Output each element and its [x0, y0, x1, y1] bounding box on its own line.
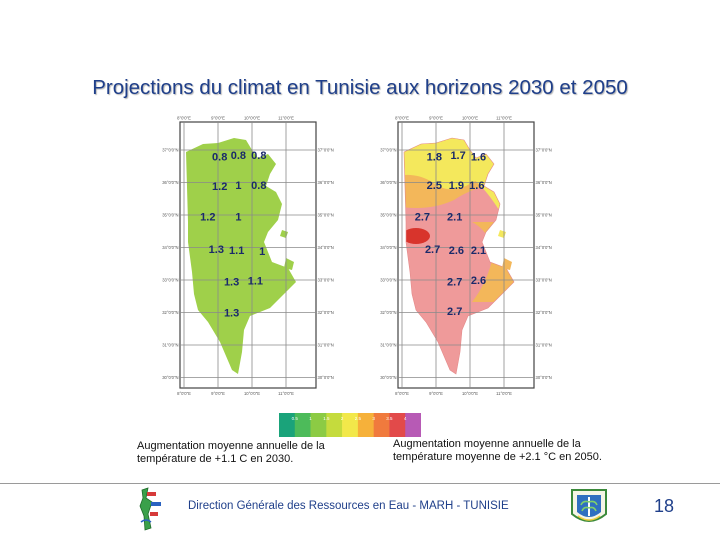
lat-label-left: 34°0'0"N [162, 245, 179, 250]
projection-value: 2.7 [414, 211, 431, 224]
projection-value: 1.3 [208, 244, 224, 257]
projection-value: 1.6 [470, 151, 487, 164]
lon-label-top: 10°0'0"E [243, 115, 261, 121]
lat-label-right: 35°0'0"N [317, 212, 334, 218]
lat-label-right: 31°0'0"N [317, 342, 334, 348]
lon-label-bottom: 9°0'0"E [211, 391, 225, 396]
lat-label-right: 34°0'0"N [317, 245, 334, 250]
lat-label-right: 37°0'0"N [535, 147, 552, 153]
lon-label-bottom: 11°0'0"E [496, 391, 512, 396]
projection-value: 0.8 [230, 149, 247, 162]
slide-title: Projections du climat en Tunisie aux horizons 2030 et 2050 [92, 76, 628, 99]
caption-2030: Augmentation moyenne annuelle de la température de +1.1 C en 2030. [137, 440, 325, 465]
lat-label-left: 37°0'0"N [162, 147, 179, 153]
lat-label-right: 34°0'0"N [535, 245, 552, 250]
lat-label-left: 33°0'0"N [162, 277, 179, 283]
lat-label-left: 33°0'0"N [380, 277, 397, 283]
projection-value: 2.1 [447, 211, 463, 224]
map-2050-svg [376, 112, 566, 402]
scale-tick-label: 2.5 [354, 416, 362, 421]
lat-label-right: 31°0'0"N [535, 342, 552, 348]
scale-swatch [405, 413, 421, 437]
footer-organization: Direction Générale des Ressources en Eau - MARH - TUNISIE [188, 500, 509, 512]
ministry-logo [132, 484, 168, 534]
map-2030-svg [158, 112, 348, 402]
projection-value: 1.8 [426, 151, 442, 164]
projection-value: 1.6 [469, 180, 485, 193]
scale-tick-label: 4 [403, 416, 407, 421]
scale-tick-label: 1 [309, 416, 312, 421]
projection-value: 1.2 [200, 211, 216, 224]
scale-tick-label: 0.5 [291, 416, 298, 421]
lat-label-left: 32°0'0"N [162, 310, 179, 315]
lon-label-bottom: 11°0'0"E [278, 391, 294, 396]
projection-value: 2.7 [424, 244, 441, 257]
projection-value: 2.7 [447, 305, 463, 318]
lon-label-top: 11°0'0"E [496, 115, 512, 121]
caption-2050: Augmentation moyenne annuelle de la température moyenne de +2.1 °C en 2050. [393, 438, 602, 463]
lat-label-left: 34°0'0"N [380, 245, 397, 250]
directorate-logo-icon [566, 486, 612, 528]
lat-label-right: 36°0'0"N [535, 180, 552, 185]
lon-label-bottom: 8°0'0"E [395, 391, 409, 396]
color-scale-legend [279, 413, 421, 437]
projection-value: 1.3 [223, 307, 240, 320]
lon-label-bottom: 9°0'0"E [429, 391, 443, 396]
lat-label-left: 31°0'0"N [162, 342, 179, 348]
lon-label-bottom: 10°0'0"E [243, 391, 261, 396]
scale-tick-label: 1.5 [323, 416, 330, 421]
lat-label-left: 37°0'0"N [380, 147, 397, 153]
projection-value: 0.8 [212, 151, 228, 164]
projection-value: 1 [235, 211, 242, 224]
map-2050 [376, 112, 566, 402]
lat-label-left: 30°0'0"N [162, 375, 179, 380]
lat-label-left: 30°0'0"N [380, 375, 397, 380]
map-2030 [158, 112, 348, 402]
lat-label-right: 33°0'0"N [535, 277, 552, 283]
projection-value: 2.6 [470, 275, 487, 287]
scale-tick-label: 3.5 [386, 416, 393, 421]
lon-label-bottom: 8°0'0"E [177, 391, 191, 396]
lon-label-top: 8°0'0"E [395, 115, 409, 121]
lat-label-right: 32°0'0"N [317, 310, 334, 315]
projection-value: 2.1 [470, 245, 487, 258]
projection-value: 1.1 [229, 244, 245, 257]
color-scale-svg [279, 413, 421, 437]
lat-label-right: 37°0'0"N [317, 147, 334, 153]
lat-label-right: 36°0'0"N [317, 180, 334, 185]
projection-value: 1 [259, 245, 266, 258]
projection-value: 2.6 [448, 245, 465, 258]
projection-value: 1 [235, 180, 242, 193]
lon-label-top: 9°0'0"E [211, 115, 225, 121]
projection-value: 1.1 [247, 275, 264, 288]
scale-tick-label: 3 [372, 416, 375, 421]
lat-label-right: 32°0'0"N [535, 310, 552, 315]
projection-value: 1.7 [450, 149, 466, 162]
projection-value: 1.9 [448, 180, 465, 193]
lat-label-right: 33°0'0"N [317, 277, 334, 283]
directorate-logo [566, 486, 612, 528]
lat-label-right: 30°0'0"N [535, 375, 552, 380]
lat-label-left: 32°0'0"N [380, 310, 397, 315]
projection-value: 2.5 [426, 180, 442, 193]
projection-value: 0.8 [251, 180, 267, 193]
lat-label-left: 31°0'0"N [380, 342, 397, 348]
lon-label-top: 11°0'0"E [278, 115, 294, 121]
scale-tick-label: 2 [340, 416, 344, 421]
lon-label-top: 9°0'0"E [429, 115, 443, 121]
page-number: 18 [654, 496, 675, 516]
lat-label-right: 30°0'0"N [317, 375, 334, 380]
projection-value: 1.2 [212, 180, 228, 193]
footer-divider [0, 483, 720, 484]
projection-value: 2.7 [447, 276, 463, 289]
lat-label-left: 35°0'0"N [380, 212, 397, 218]
projection-value: 0.8 [251, 149, 267, 162]
projection-value: 1.3 [223, 276, 240, 289]
ministry-logo-icon [132, 484, 168, 534]
lon-label-top: 10°0'0"E [461, 115, 479, 121]
lat-label-left: 35°0'0"N [162, 212, 179, 218]
lat-label-left: 36°0'0"N [380, 180, 397, 185]
lat-label-right: 35°0'0"N [535, 212, 552, 218]
lon-label-bottom: 10°0'0"E [461, 391, 479, 396]
lat-label-left: 36°0'0"N [162, 180, 179, 185]
lon-label-top: 8°0'0"E [177, 115, 191, 121]
